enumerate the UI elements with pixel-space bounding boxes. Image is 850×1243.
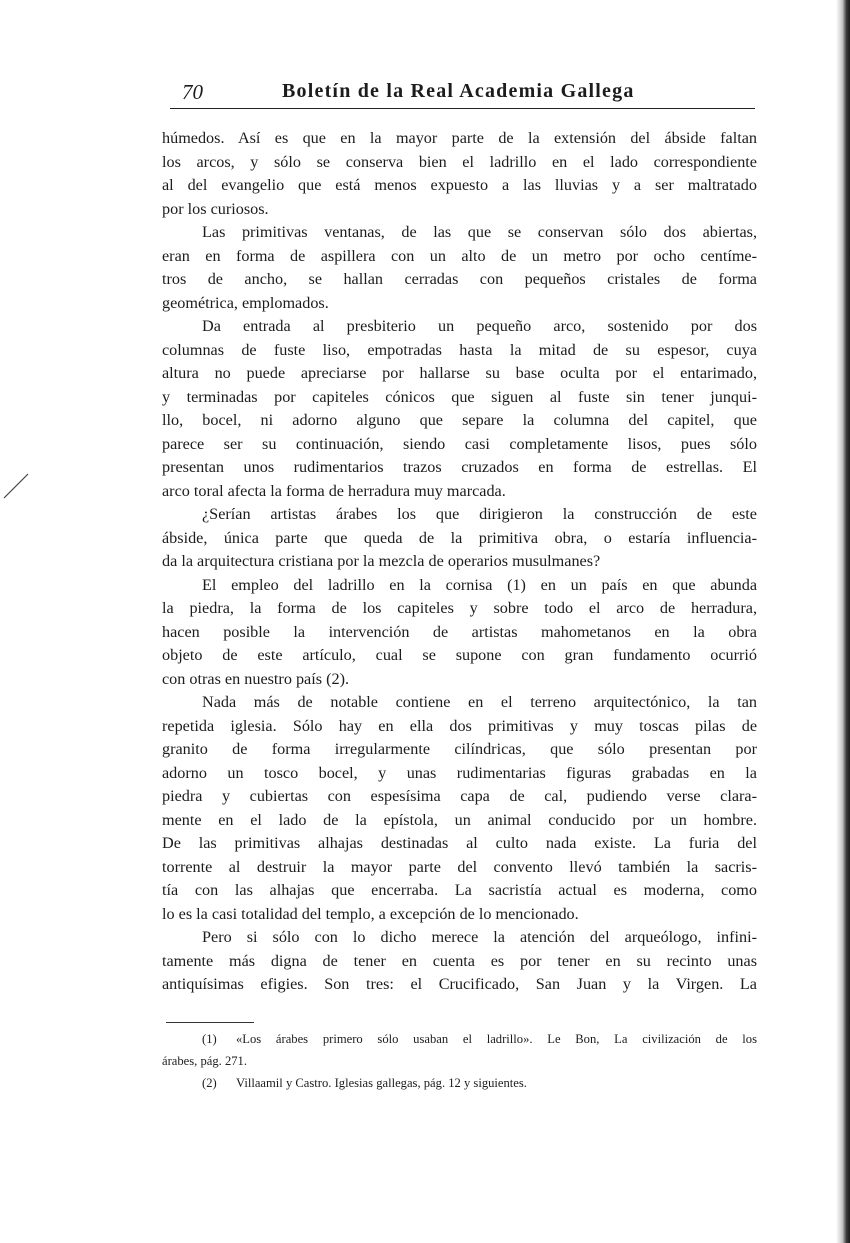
text-line: De las primitivas alhajas destinadas al culto nada existe. La furia del <box>162 834 757 852</box>
text-line: granito de forma irregularmente cilíndricas, que sólo presentan por <box>162 740 757 758</box>
text-line: ¿Serían artistas árabes los que dirigieron la construcción de este <box>202 505 757 523</box>
scan-edge-shadow <box>836 0 850 1243</box>
text-line: Las primitivas ventanas, de las que se conservan sólo dos abiertas, <box>202 223 757 241</box>
text-line: El empleo del ladrillo en la cornisa (1) en un país en que abunda <box>202 575 757 594</box>
text-line: tamente más digna de tener en cuenta es por tener en su recinto unas <box>162 951 757 970</box>
footnote-marker: (2) <box>202 1076 217 1090</box>
footnote-2 <box>162 1072 757 1094</box>
page-header <box>170 78 755 109</box>
page-number: 70 <box>182 80 203 104</box>
text-line: objeto de este artículo, cual se supone con gran fundamento ocurrió <box>162 646 757 664</box>
text-line: da la arquitectura cristiana por la mezcla de operarios musulmanes? <box>162 552 601 570</box>
pencil-mark-icon <box>2 470 30 500</box>
text-line: y terminadas por capiteles cónicos que siguen al fuste sin tener junqui- <box>162 387 757 406</box>
text-line: llo, bocel, ni adorno alguno que separe la columna del capitel, que <box>162 411 757 429</box>
footnote-text: Villaamil y Castro. Iglesias gallegas, pág. 12 y siguientes. <box>236 1076 527 1090</box>
footnotes <box>162 1028 757 1094</box>
text-line: la piedra, la forma de los capiteles y sobre todo el arco de herradura, <box>162 599 757 617</box>
text-line: los arcos, y sólo se conserva bien el ladrillo en el lado correspondiente <box>162 152 757 171</box>
text-line: columnas de fuste liso, empotradas hasta la mitad de su espesor, cuya <box>162 340 757 359</box>
text-line: tía con las alhajas que encerraba. La sacristía actual es moderna, como <box>162 881 757 899</box>
text-line: por los curiosos. <box>162 199 269 218</box>
text-line: adorno un tosco bocel, y unas rudimentarias figuras grabadas en la <box>162 763 757 782</box>
text-line: arco toral afecta la forma de herradura muy marcada. <box>162 481 506 500</box>
text-line: tros de ancho, se hallan cerradas con pequeños cristales de forma <box>162 270 757 288</box>
footnote-1-continued: árabes, pág. 271. <box>162 1054 247 1068</box>
text-line: mente en el lado de la epístola, un animal conducido por un hombre. <box>162 810 757 829</box>
text-line: eran en forma de aspillera con un alto de un metro por ocho centíme- <box>162 246 757 265</box>
text-line: torrente al destruir la mayor parte del convento llevó también la sacris- <box>162 857 757 876</box>
text-line: antiquísimas efigies. Son tres: el Crucificado, San Juan y la Virgen. La <box>162 975 757 993</box>
text-line: al del evangelio que está menos expuesto a las lluvias y a ser maltratado <box>162 176 757 194</box>
body-text <box>162 127 757 997</box>
text-line: Nada más de notable contiene en el terreno arquitectónico, la tan <box>202 693 757 711</box>
text-line: piedra y cubiertas con espesísima capa de cal, pudiendo verse clara- <box>162 787 757 805</box>
text-line: lo es la casi totalidad del templo, a excepción de lo mencionado. <box>162 904 579 923</box>
text-line: Da entrada al presbiterio un pequeño arco, sostenido por dos <box>202 317 757 335</box>
running-head: Boletín de la Real Academia Gallega <box>282 80 635 102</box>
text-line: ábside, única parte que queda de la primitiva obra, o estaría influencia- <box>162 528 757 547</box>
text-line: geométrica, emplomados. <box>162 293 329 312</box>
footnote-1 <box>162 1028 757 1050</box>
footnote-marker: (1) <box>202 1032 217 1046</box>
text-line: repetida iglesia. Sólo hay en ella dos primitivas y muy toscas pilas de <box>162 716 757 735</box>
footnote-text: «Los árabes primero sólo usaban el ladrillo». Le Bon, La civilización de los <box>236 1032 757 1046</box>
text-line: hacen posible la intervención de artistas mahometanos en la obra <box>162 622 757 641</box>
text-line: parece ser su continuación, siendo casi completamente lisos, pues sólo <box>162 434 757 453</box>
text-line: con otras en nuestro país (2). <box>162 669 350 688</box>
text-line: húmedos. Así es que en la mayor parte de la extensión del ábside faltan <box>162 129 757 147</box>
text-line: Pero si sólo con lo dicho merece la atención del arqueólogo, infini- <box>202 928 757 946</box>
footnote-rule <box>166 1022 254 1023</box>
text-line: altura no puede apreciarse por hallarse su base oculta por el entarimado, <box>162 364 757 382</box>
text-line: presentan unos rudimentarios trazos cruzados en forma de estrellas. El <box>162 458 757 476</box>
